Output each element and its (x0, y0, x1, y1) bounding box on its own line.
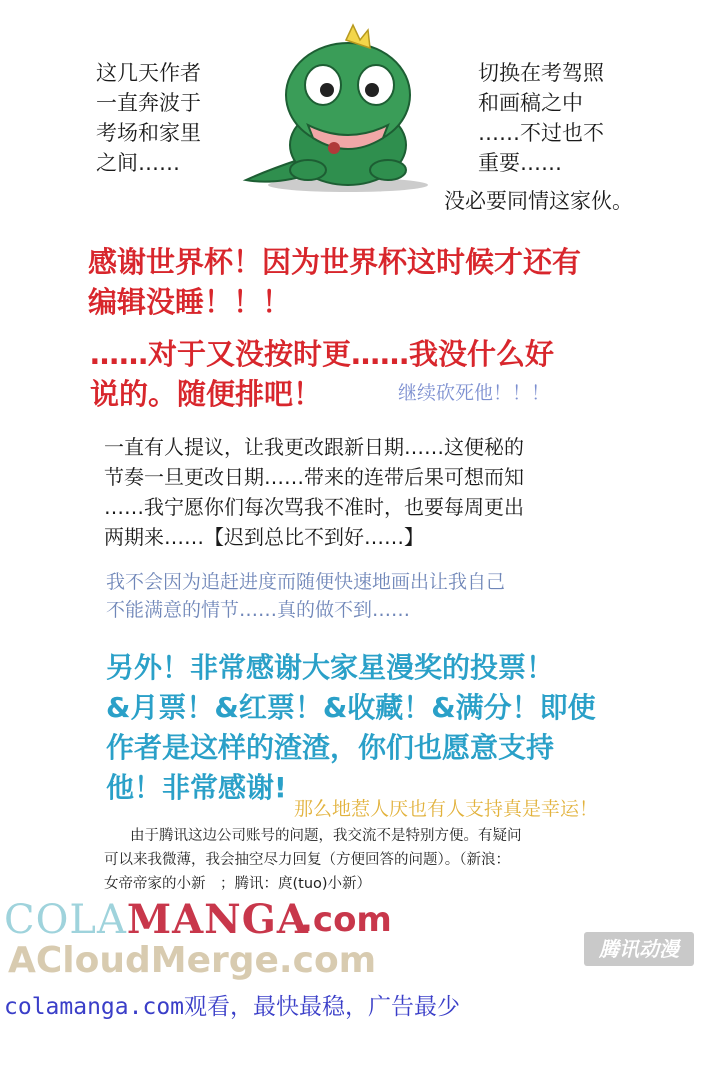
update-schedule-explanation (104, 432, 524, 552)
acloudmerge-watermark: ACloudMerge.com (8, 940, 377, 981)
votes-thanks-text (106, 648, 596, 808)
contact-line: 由于腾讯这边公司账号的问题，我交流不是特别方便。有疑问 (130, 828, 522, 844)
watermark-com: .com (300, 900, 392, 940)
teal-line: &月票！&红票！&收藏！&满分！即使 (106, 691, 596, 724)
red-line: 说的。随便排吧！ (90, 377, 323, 411)
quality-note (106, 568, 505, 624)
explain-line: 两期来……【迟到总比不到好……】 (104, 525, 424, 549)
contact-info (104, 824, 522, 896)
teal-line: 作者是这样的渣渣，你们也愿意支持 (106, 731, 555, 764)
lucky-side-note: 那么地惹人厌也有人支持真是幸运！ (294, 798, 599, 820)
tencent-comic-logo: 腾讯动漫 (584, 932, 694, 966)
intro-right-text (478, 58, 604, 178)
intro-left-line: 之间…… (96, 151, 180, 175)
red-line: 感谢世界杯！因为世界杯这时候才还有 (88, 245, 582, 279)
intro-left-text (96, 58, 201, 178)
continue-side-note: 继续砍死他！！！ (398, 382, 551, 404)
explain-line: 一直有人提议，让我更改跟新日期……这便秘的 (104, 435, 524, 459)
dinosaur-mascot-illustration (238, 20, 453, 195)
teal-line: 另外！非常感谢大家星漫奖的投票！ (106, 651, 555, 684)
site-footer-link[interactable]: colamanga.com观看，最快最稳，广告最少 (4, 994, 461, 1020)
teal-line: 他！非常感谢! (106, 771, 287, 804)
watermark-manga: MANGA (126, 896, 309, 943)
intro-right-last-line: 没必要同情这家伙。 (444, 189, 633, 213)
intro-left-line: 这几天作者 (96, 61, 201, 85)
quality-line: 我不会因为追赶进度而随便快速地画出让我自己 (106, 571, 506, 593)
intro-right-line: 和画稿之中 (478, 91, 583, 115)
explain-line: 节奏一旦更改日期……带来的连带后果可想而知 (104, 465, 524, 489)
intro-left-line: 考场和家里 (96, 121, 201, 145)
watermark-cola: COLA (4, 897, 127, 943)
worldcup-thanks-text (88, 242, 581, 322)
colamanga-watermark (4, 896, 309, 943)
intro-right-line: ……不过也不 (478, 121, 604, 145)
contact-line: 可以来我微薄，我会抽空尽力回复（方便回答的问题）。（新浪： (104, 852, 510, 868)
intro-left-line: 一直奔波于 (96, 91, 201, 115)
intro-right-line: 切换在考驾照 (478, 61, 604, 85)
red-line: 编辑没睡！！！ (88, 285, 292, 319)
intro-right-line: 重要…… (478, 151, 562, 175)
red-line: ……对于又没按时更……我没什么好 (90, 337, 555, 371)
contact-line: 女帝帝家的小新 ；腾讯：庹(tuo)小新） (104, 876, 372, 892)
quality-line: 不能满意的情节……真的做不到…… (106, 599, 411, 621)
explain-line: ……我宁愿你们每次骂我不准时，也要每周更出 (104, 495, 524, 519)
